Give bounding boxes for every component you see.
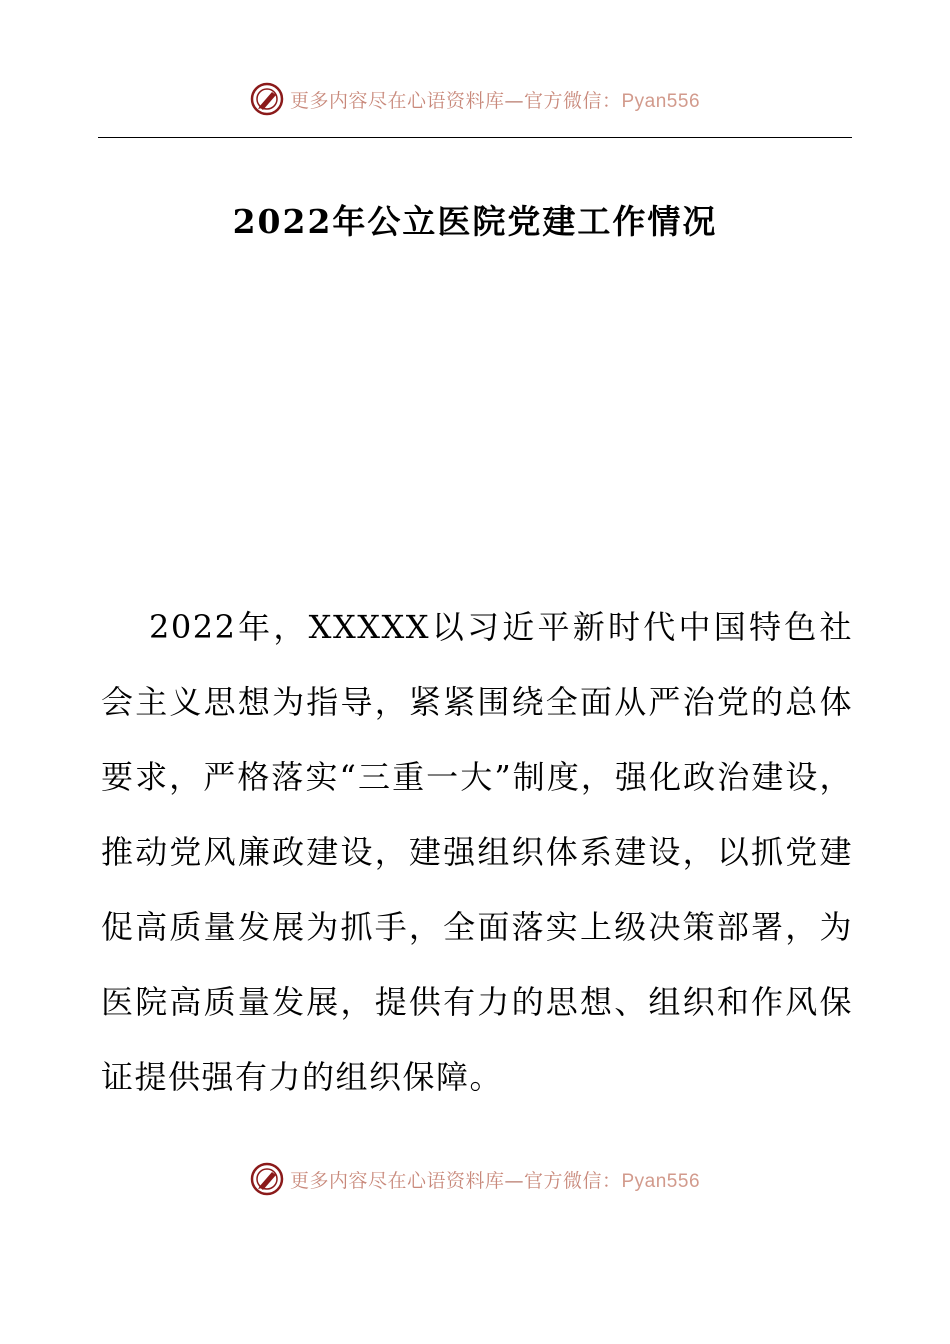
- footer-banner: [0, 1162, 950, 1196]
- footer-banner-main: 更多内容尽在心语资料库: [289, 1169, 505, 1192]
- header-divider: [98, 137, 852, 138]
- footer-wechat-id: Pyan556: [621, 1170, 701, 1192]
- footer-banner-text: [290, 1166, 700, 1193]
- header-banner: [0, 82, 950, 116]
- header-banner-main: 更多内容尽在心语资料库: [289, 89, 505, 112]
- body-paragraph: 2022年，XXXXX以习近平新时代中国特色社会主义思想为指导，紧紧围绕全面从严治党的总体要求，严格落实“三重一大”制度，强化政治建设，推动党风廉政建设，建强组织体系建设，以抓党建促高质量发展为抓手，全面落实上级决策部署，为医院高质量发展，提供有力的思想、组织和作风保证提供强有力的组织保障。: [101, 608, 853, 1096]
- footer-banner-dash: —: [504, 1169, 524, 1192]
- document-title: 2022年公立医院党建工作情况: [232, 202, 718, 241]
- footer-wechat-label: 官方微信：: [523, 1169, 622, 1192]
- pen-logo-icon: [250, 1162, 284, 1196]
- header-wechat-id: Pyan556: [621, 90, 701, 112]
- pen-logo-icon: [250, 82, 284, 116]
- header-banner-dash: —: [504, 89, 524, 112]
- header-banner-text: [290, 86, 700, 113]
- header-wechat-label: 官方微信：: [523, 89, 622, 112]
